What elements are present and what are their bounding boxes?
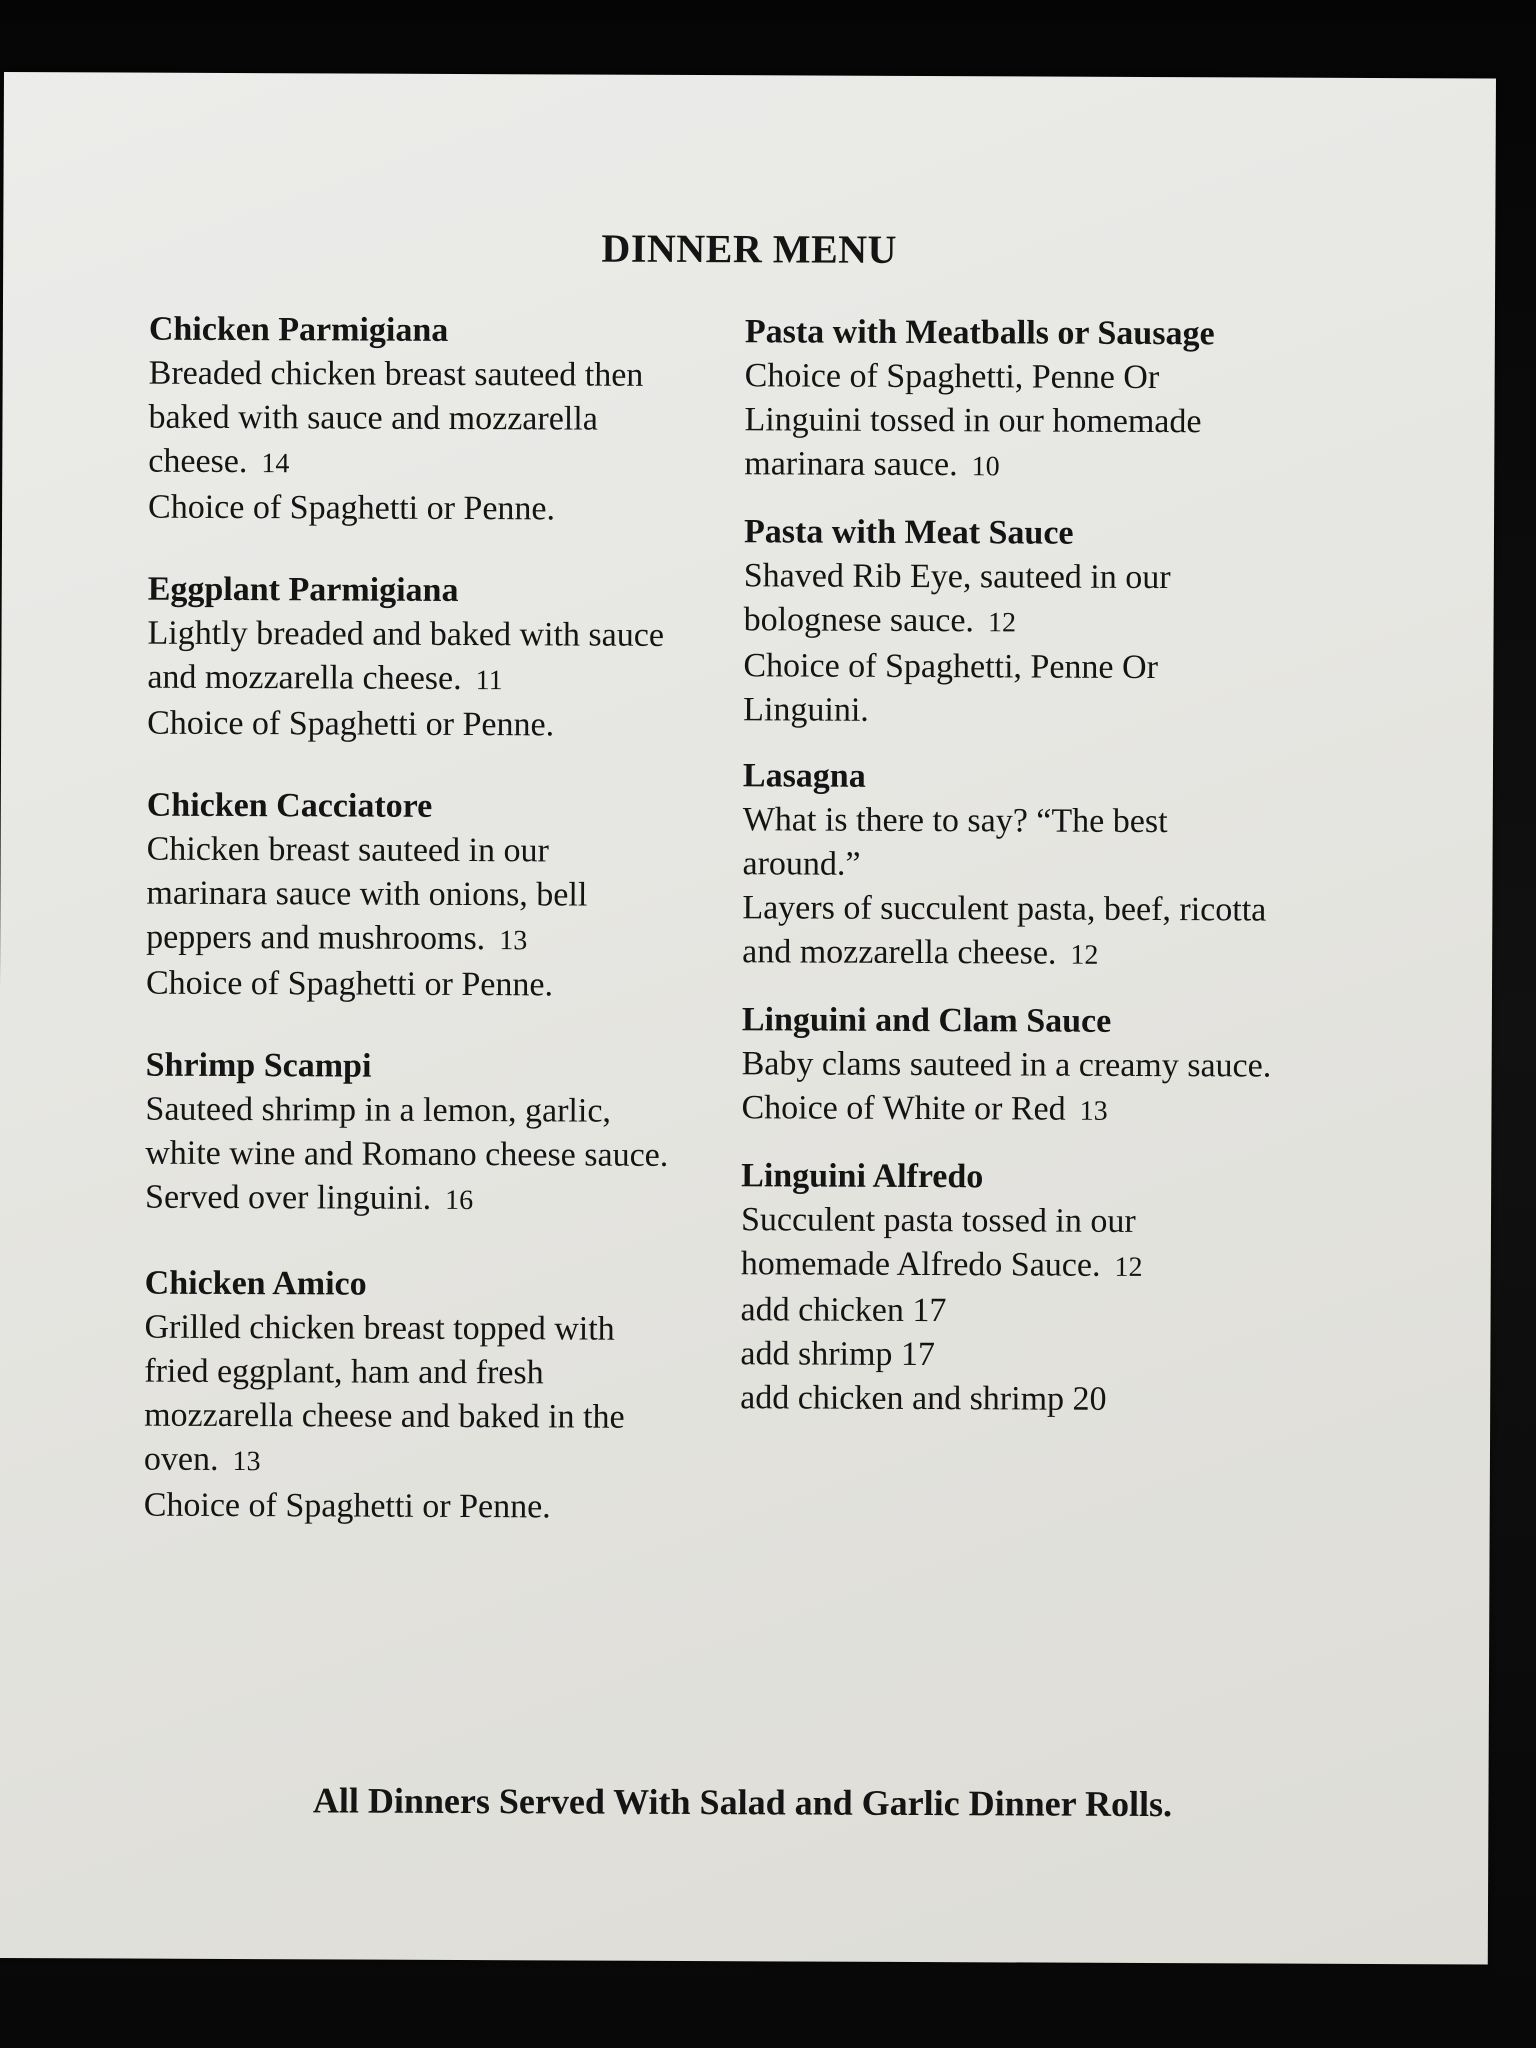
description-text: cheese. xyxy=(148,442,248,481)
menu-item-description-line xyxy=(144,1350,734,1397)
description-text: Chicken breast sauteed in our xyxy=(146,830,549,870)
menu-item-description-line xyxy=(742,842,1362,889)
menu-item xyxy=(741,998,1362,1135)
menu-item-description-line xyxy=(146,916,736,965)
menu-item-name: Eggplant Parmigiana xyxy=(147,570,459,609)
left-column xyxy=(144,308,739,1531)
menu-item-description-line xyxy=(144,1438,734,1487)
description-text: peppers and mushrooms. xyxy=(146,918,486,958)
menu-item-name: Chicken Cacciatore xyxy=(146,786,433,825)
menu-item xyxy=(742,754,1363,979)
menu-item-extra-line: add shrimp 17 xyxy=(740,1335,936,1374)
menu-item-name: Lasagna xyxy=(742,757,866,795)
description-text: Grilled chicken breast topped with xyxy=(144,1308,615,1348)
menu-item-description-line xyxy=(742,886,1362,933)
menu-item-description-line xyxy=(145,1132,735,1179)
description-text: baked with sauce and mozzarella xyxy=(148,398,598,438)
description-text: Layers of succulent pasta, beef, ricotta xyxy=(742,889,1267,929)
menu-item-name: Pasta with Meat Sauce xyxy=(743,513,1074,552)
description-text: fried eggplant, ham and fresh xyxy=(144,1352,544,1392)
menu-item-description-line xyxy=(145,1176,735,1225)
menu-item-price: 13 xyxy=(499,925,528,957)
menu-item-description-line xyxy=(149,352,739,399)
description-text: Breaded chicken breast sauteed then xyxy=(148,354,644,394)
menu-title: DINNER MENU xyxy=(601,225,898,272)
menu-item-description-line xyxy=(147,828,737,875)
menu-item-name: Linguini Alfredo xyxy=(741,1157,984,1196)
description-text: white wine and Romano cheese sauce. xyxy=(145,1134,669,1174)
menu-item xyxy=(147,568,738,749)
menu-item-name: Chicken Parmigiana xyxy=(148,310,449,349)
description-text: Lightly breaded and baked with sauce xyxy=(147,614,665,654)
menu-item-description-line xyxy=(745,354,1365,401)
menu-item-description-line xyxy=(146,872,736,919)
menu-item xyxy=(744,310,1365,491)
description-text: Linguini tossed in our homemade xyxy=(744,401,1202,441)
description-text: Choice of White or Red xyxy=(741,1089,1066,1128)
menu-item-description-line xyxy=(148,440,738,489)
menu-item xyxy=(148,308,739,533)
description-text: Baby clams sauteed in a creamy sauce. xyxy=(741,1045,1272,1085)
menu-item-pasta-choice: Choice of Spaghetti or Penne. xyxy=(147,704,555,744)
menu-item-name: Linguini and Clam Sauce xyxy=(741,1001,1112,1040)
menu-item-description-line xyxy=(147,612,737,659)
menu-item-description-line xyxy=(744,442,1364,491)
menu-item-extra-line: Linguini. xyxy=(743,691,869,729)
menu-item-name: Shrimp Scampi xyxy=(145,1046,372,1085)
menu-item-description-line xyxy=(147,656,737,705)
menu-footer-note: All Dinners Served With Salad and Garlic Dinner Rolls. xyxy=(312,1780,1173,1825)
description-text: Shaved Rib Eye, sauteed in our xyxy=(743,557,1171,597)
menu-item-description-line xyxy=(744,598,1364,647)
menu-item-price: 12 xyxy=(1114,1251,1143,1283)
description-text: and mozzarella cheese. xyxy=(742,933,1057,972)
menu-item-description-line xyxy=(743,798,1363,845)
menu-item xyxy=(146,784,737,1009)
menu-item-price: 16 xyxy=(445,1184,474,1217)
description-text: Served over linguini. xyxy=(145,1178,432,1217)
menu-item-price: 14 xyxy=(261,448,290,480)
description-text: mozzarella cheese and baked in the xyxy=(144,1396,625,1436)
menu-item-price: 12 xyxy=(1070,939,1099,971)
menu-item xyxy=(145,1044,736,1225)
menu-item-description-line xyxy=(742,1042,1362,1089)
menu-item xyxy=(743,510,1364,735)
menu-item-pasta-choice: Choice of Spaghetti or Penne. xyxy=(145,964,554,1004)
menu-item-price: 12 xyxy=(987,607,1017,639)
description-text: around.” xyxy=(742,845,861,883)
menu-item-description-line xyxy=(741,1198,1361,1245)
menu-item-description-line xyxy=(744,398,1364,445)
menu-item-price: 13 xyxy=(1079,1095,1108,1127)
menu-item-description-line xyxy=(742,930,1362,979)
menu-item-pasta-choice: Choice of Spaghetti or Penne. xyxy=(143,1486,551,1526)
description-text: Succulent pasta tossed in our xyxy=(740,1201,1136,1240)
menu-item-extra-line: Choice of Spaghetti, Penne Or xyxy=(743,647,1159,687)
description-text: bolognese sauce. xyxy=(743,601,975,640)
menu-item xyxy=(740,1154,1361,1423)
menu-item-description-line xyxy=(741,1086,1361,1135)
description-text: What is there to say? “The best xyxy=(742,801,1168,841)
menu-item-description-line xyxy=(741,1242,1361,1291)
description-text: homemade Alfredo Sauce. xyxy=(740,1245,1101,1284)
menu-item-price: 13 xyxy=(232,1446,261,1478)
menu-page xyxy=(0,72,1496,1964)
menu-item xyxy=(144,1262,735,1531)
description-text: Choice of Spaghetti, Penne Or xyxy=(744,357,1160,397)
menu-item-description-line xyxy=(144,1306,734,1353)
menu-item-extra-line: add chicken and shrimp 20 xyxy=(740,1379,1107,1418)
menu-item-pasta-choice: Choice of Spaghetti or Penne. xyxy=(148,488,556,528)
menu-item-description-line xyxy=(148,396,738,443)
description-text: Sauteed shrimp in a lemon, garlic, xyxy=(145,1090,612,1130)
menu-item-description-line xyxy=(145,1088,735,1135)
description-text: and mozzarella cheese. xyxy=(147,658,462,698)
menu-item-name: Pasta with Meatballs or Sausage xyxy=(744,313,1215,353)
menu-item-extra-line: add chicken 17 xyxy=(740,1291,947,1330)
description-text: marinara sauce with onions, bell xyxy=(146,874,588,914)
menu-item-price: 10 xyxy=(971,451,1000,483)
right-column xyxy=(740,310,1365,1423)
menu-item-name: Chicken Amico xyxy=(144,1264,367,1303)
menu-item-price: 11 xyxy=(475,665,503,697)
menu-item-description-line xyxy=(744,554,1364,601)
description-text: marinara sauce. xyxy=(744,445,958,484)
menu-item-description-line xyxy=(144,1394,734,1441)
description-text: oven. xyxy=(143,1440,219,1478)
